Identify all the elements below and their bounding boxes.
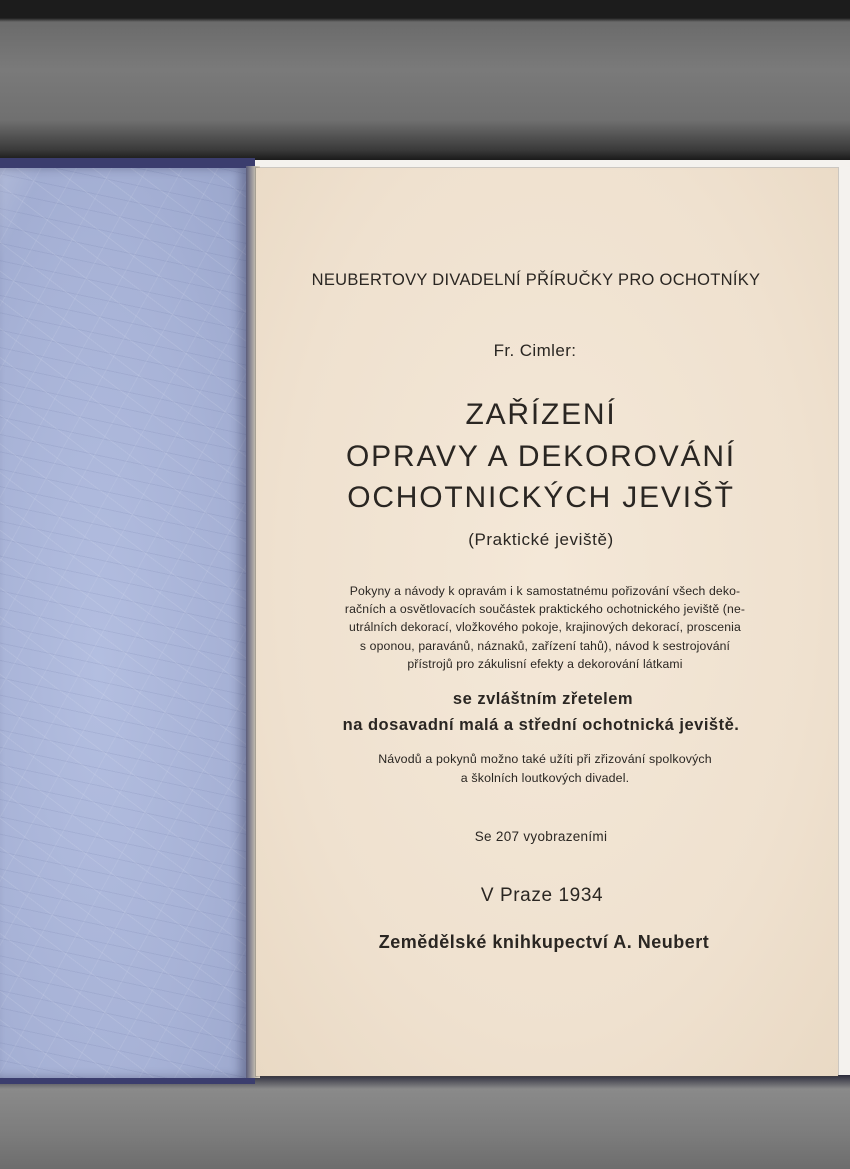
scan-background-bottom bbox=[0, 1075, 850, 1169]
description bbox=[330, 582, 760, 673]
place-and-year: V Praze 1934 bbox=[480, 885, 604, 906]
description-line: račních a osvětlovacích součástek praktického ochotnického jeviště (ne- bbox=[344, 602, 746, 617]
description-line: Pokyny a návody k opravám i k samostatnému pořizování všech deko- bbox=[349, 584, 741, 598]
description-line: utrálních dekorací, vložkového pokoje, krajinových dekorací, proscenia bbox=[349, 620, 741, 635]
emphasis-line-1: se zvláštním zřetelem bbox=[452, 690, 634, 708]
book-title-line-2: OPRAVY A DEKOROVÁNÍ bbox=[346, 440, 736, 473]
book-subtitle: (Praktické jeviště) bbox=[468, 530, 614, 549]
note-line: Návodů a pokynů možno také užíti při zřizování spolkových bbox=[378, 752, 712, 766]
description-line: přístrojů pro zákulisní efekty a dekorování látkami bbox=[407, 656, 683, 671]
illustrations-count: Se 207 vyobrazeními bbox=[474, 829, 608, 844]
usage-note bbox=[340, 750, 750, 787]
series-title: NEUBERTOVY DIVADELNÍ PŘÍRUČKY PRO OCHOTNÍKY bbox=[311, 271, 761, 289]
publisher: Zemědělské knihkupectví A. Neubert bbox=[378, 932, 710, 952]
description-line: s oponou, paravánů, náznaků, zařízení tahů), návod k sestrojování bbox=[359, 638, 731, 653]
note-line: a školních loutkových divadel. bbox=[460, 770, 630, 785]
book-title-line-3: OCHOTNICKÝCH JEVIŠŤ bbox=[347, 481, 735, 514]
book-title-line-1: ZAŘÍZENÍ bbox=[465, 398, 617, 431]
scan-background-top bbox=[0, 0, 850, 160]
author: Fr. Cimler: bbox=[493, 341, 577, 360]
emphasis-line-2: na dosavadní malá a střední ochotnická jeviště. bbox=[342, 716, 740, 734]
